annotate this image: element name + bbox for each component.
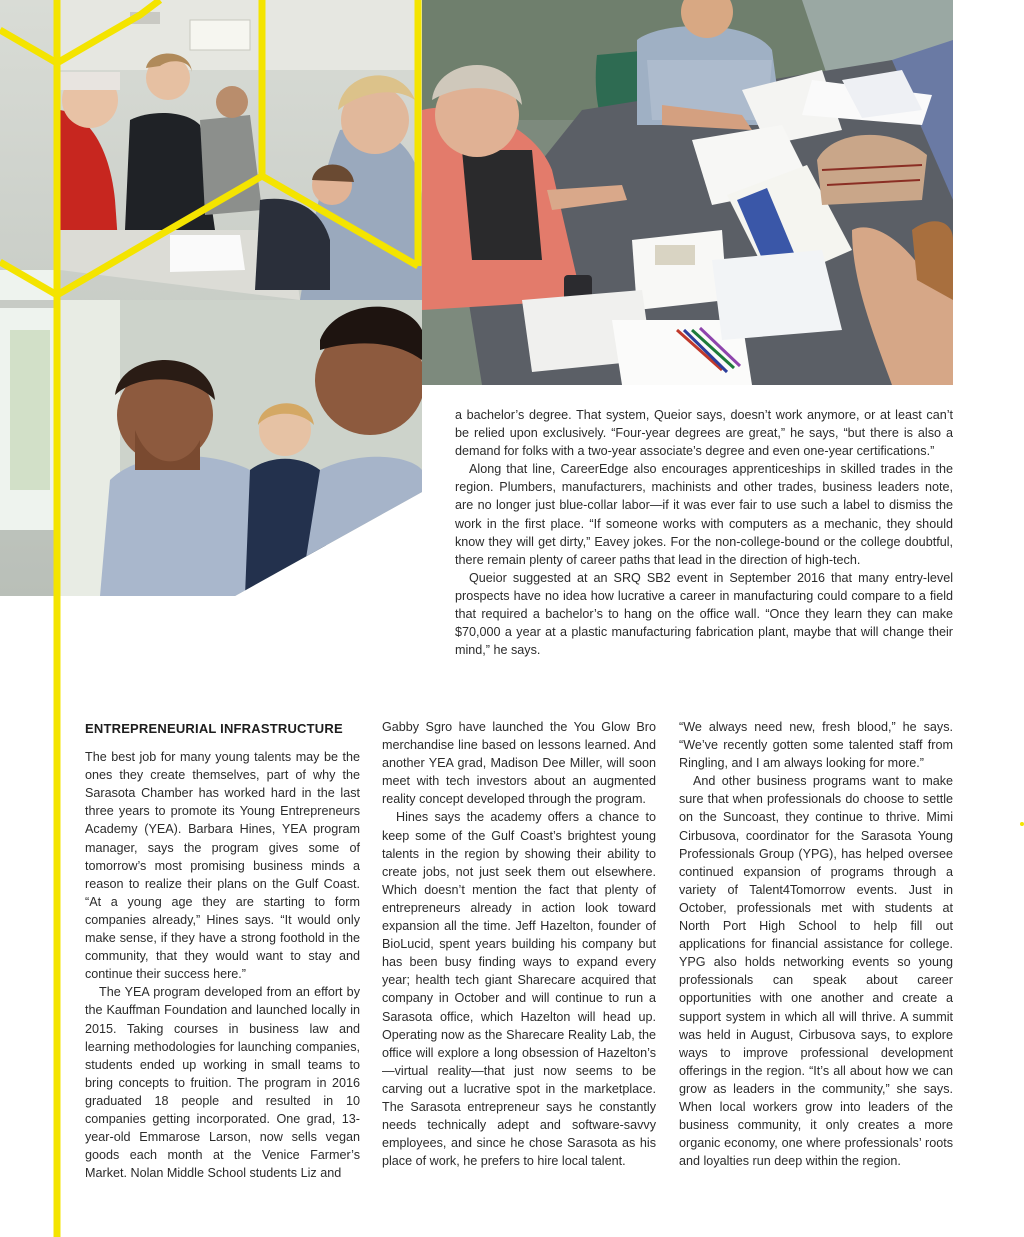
section-heading: ENTREPRENEURIAL INFRASTRUCTURE: [85, 721, 343, 736]
article-paragraph: Along that line, CareerEdge also encourages apprenticeships in skilled trades in the region. Plumbers, manufacturers, machinists and other trades, business leaders note, are no longer just blue-collar labor—if it was ever fair to use such a label to dismiss the work in the first place. “If someone works with computers as a mechanic, they should know they will get dirty,” Eavey jokes. For the non-college-bound or the college doubtful, there remain plenty of career paths that lead in the direction of high-tech.: [455, 462, 953, 567]
top-article-text: [455, 406, 953, 659]
article-column-2: [382, 718, 656, 1170]
article-paragraph: The best job for many young talents may be the ones they create themselves, part of why the Sarasota Chamber has worked hard in the last three years to promote its Young Entrepreneurs Academy (YEA). Barbara Hines, YEA program manager, says the program gives some of tomorrow’s most promising business minds a reason to realize their plans on the Gulf Coast. “At a young age they are starting to form companies already,” Hines says. “It would only make sense, if they have a strong foothold in the community, that they would want to stay and continue their success here.”: [85, 750, 360, 982]
table-workshop-photo: [422, 0, 953, 385]
page-edge-mark: [1020, 822, 1024, 826]
article-paragraph: Queior suggested at an SRQ SB2 event in September 2016 that many entry-level prospects have no idea how lucrative a career in manufacturing could compare to a field that required a bachelor’s to hang on the office wall. “Once they learn they can make $70,000 a year at a plastic manufacturing fabrication plant, maybe that will change their mind,” he says.: [455, 570, 953, 658]
article-column-1: [85, 720, 360, 1182]
article-paragraph: “We always need new, fresh blood,” he says. “We’ve recently gotten some talented staff from Ringling, and I am always looking for more.”: [679, 720, 953, 771]
article-paragraph: a bachelor’s degree. That system, Queior says, doesn’t work anymore, or at least can’t be relied upon exclusively. “Four-year degrees are great,” he says, “but there is also a demand for folks with a two-year associate’s degree and even one-year certifications.”: [455, 408, 953, 459]
article-column-3: [679, 718, 953, 1170]
article-paragraph: The YEA program developed from an effort by the Kauffman Foundation and launched locally in 2015. Taking courses in business law and learning methodologies for launching companies, students ended up working in small teams to bring concepts to fruition. The program in 2016 graduated 18 people and resulted in 10 companies getting incorporated. One grad, 13-year-old Emmarose Larson, now sells vegan goods each month at the Venice Farmer’s Market. Nolan Middle School students Liz and: [85, 985, 360, 1181]
article-paragraph: And other business programs want to make sure that when professionals do choose to settle on the Suncoast, they continue to thrive. Mimi Cirbusova, coordinator for the Sarasota Young Professionals Group (YPG), has helped oversee continued expansion of programs through a variety of Talent4Tomorrow events. Just in October, professionals met with students at North Port High School to help fill out applications for financial assistance for college. YPG also holds networking events so young professionals can speak about career opportunities with one another and create a support system in which all will thrive. A summit was held in August, Cirbusova says, to explore ways to improve professional development offerings in the region. “It’s all about how we can grow as leaders in the community,” she says. When local workers grow into leaders of the business community, it only creates a more organic economy, one where professionals’ roots and loyalties run deep within the region.: [679, 774, 953, 1169]
article-paragraph: Gabby Sgro have launched the You Glow Bro merchandise line based on lessons learned. And another YEA grad, Madison Dee Miller, will soon meet with tech investors about an augmented reality concept developed through the program.: [382, 720, 656, 807]
article-paragraph: Hines says the academy offers a chance to keep some of the Gulf Coast’s brightest young talents in the region by showing their ability to create jobs, not just seek them out elsewhere. Which doesn’t mention the fact that plenty of entrepreneurs already in action look toward expansion all the time. Jeff Hazelton, founder of BioLucid, spent years building his company but has been busy finding ways to expand every year; health tech giant Sharecare acquired that company in October and will continue to run a Sarasota office, which Hazelton will head up. Operating now as the Sharecare Reality Lab, the office will explore a long obsession of Hazelton’s—virtual reality—that just now seems to be carving out a lucrative spot in the marketplace. The Sarasota entrepreneur says he constantly needs technically adept and software-savvy employees, and since he chose Sarasota as his place of work, he prefers to hire local talent.: [382, 810, 656, 1169]
